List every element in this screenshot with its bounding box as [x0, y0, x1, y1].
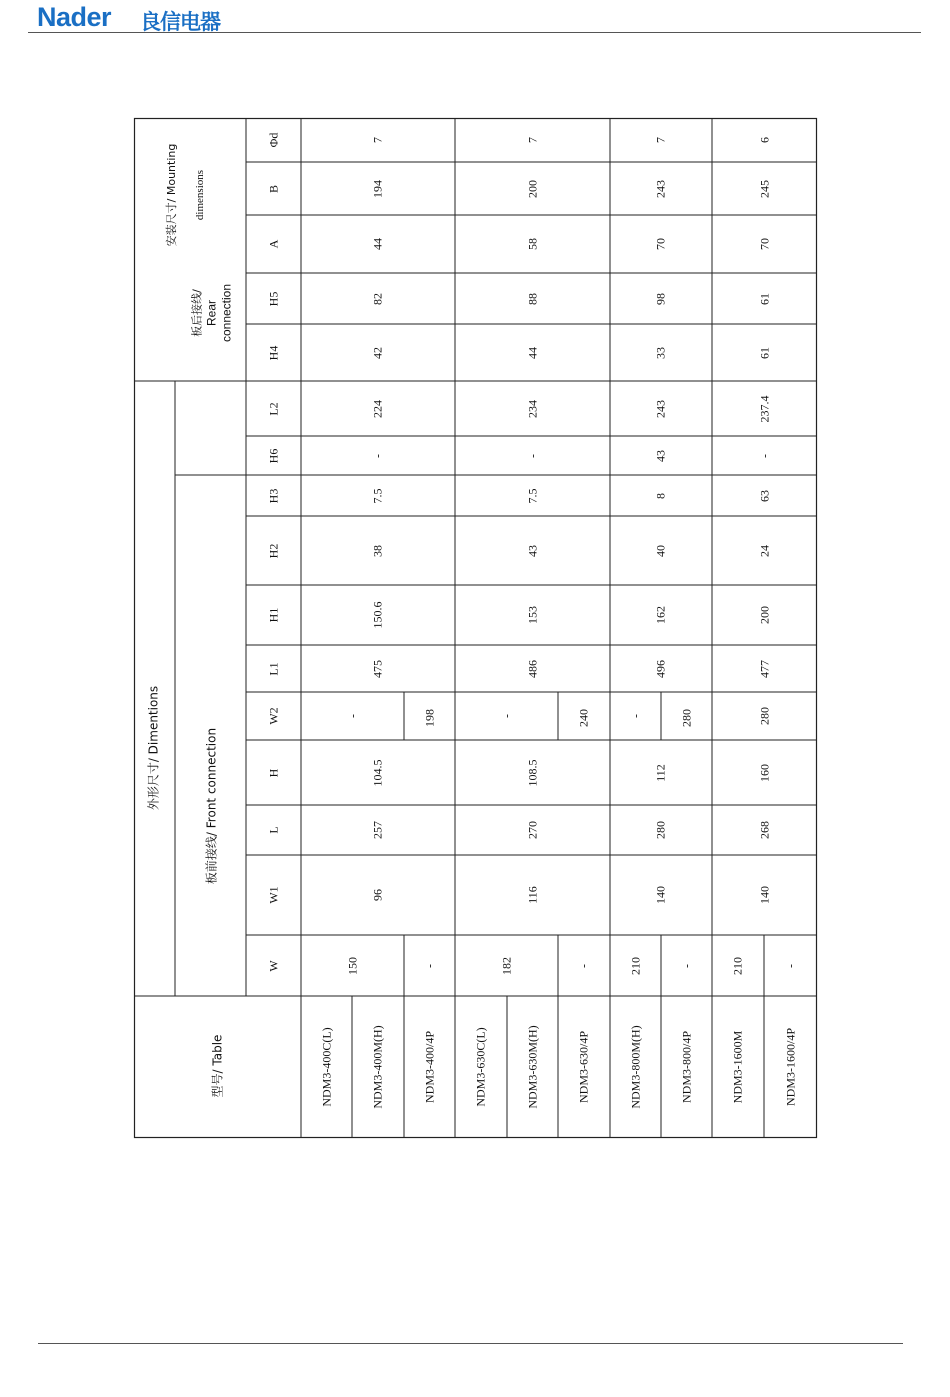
page-header: [0, 0, 950, 40]
table-grid: [134, 118, 817, 1138]
brand-logo-latin: Nader: [37, 2, 112, 32]
dimensions-table: 外形尺寸/ Dimentions 板前接线/ Front connection 板后接线/ Rear connection 安装尺寸/ Mounting dimensions 型号/ Table Φd B A H5 H4 L2 H6 H3 H2 H1 L1 W2 H L W1 W 7 194 44 82 42 224 - 7.5 38 150.6 475 - 198 104.5 257 96 150 - NDM3-400C(L) NDM3-400M(H) NDM3-400/4P 7 200 58 88 44 234 - 7.5 43 153 486 - 240 108.5 270 116 182 - NDM3-630C(L) NDM3-630M(H) NDM3-630/4P 7 243 70 98 33 243 43 8 40 162 496 - 280 112 280 140 210 - NDM3-800M(H) NDM3-800/4P 6 245 70 61 61 237.4 - 63 24 200 477 280 160 268 140 210 - NDM3-1600M NDM3-1600/4P: [134, 118, 817, 1138]
brand-logo-chinese: 良信电器: [140, 10, 220, 34]
table-border: [135, 119, 817, 1138]
footer-divider: [38, 1343, 903, 1344]
header-divider: [28, 32, 921, 33]
